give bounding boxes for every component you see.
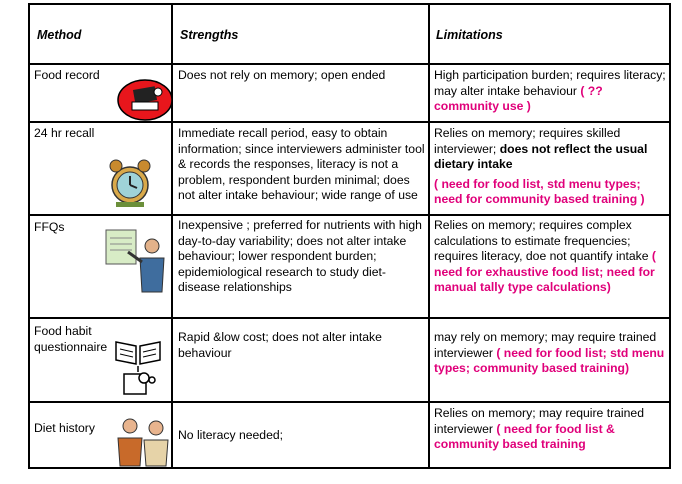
- limitations-food-record-note: ( ?? community use ): [434, 83, 603, 114]
- limitations-ffqs-text: Relies on memory; requires complex calculations to estimate frequencies; requires literacy, doe not quantify intake: [434, 218, 649, 264]
- limitations-food-habit-text: may rely on memory; may require trained interviewer: [434, 330, 657, 360]
- header-limitations: Limitations: [436, 28, 503, 42]
- clock-clipart-icon: [104, 158, 156, 208]
- limitations-food-habit-questionnaire: [434, 330, 666, 377]
- limitations-food-habit-note: ( need for food list; std menu types; community based training): [434, 345, 665, 376]
- row-divider-2: [28, 214, 671, 216]
- food-record-clipart-icon: [116, 76, 174, 122]
- limitations-ffqs: [434, 218, 666, 296]
- method-diet-history: Diet history: [34, 421, 95, 435]
- limitations-diet-history: [434, 406, 666, 453]
- book-clipart-icon: [114, 338, 162, 398]
- method-24hr-recall: 24 hr recall: [34, 126, 95, 140]
- limitations-24hr-recall: [434, 126, 666, 208]
- table-border-left: [28, 3, 30, 469]
- header-method: Method: [37, 28, 82, 42]
- people-clipart-icon: [112, 412, 172, 468]
- limitations-24hr-recall-text: Relies on memory; requires skilled interviewer;: [434, 126, 621, 156]
- strengths-diet-history: No literacy needed;: [178, 428, 284, 442]
- row-divider-4: [28, 401, 671, 403]
- column-divider-2: [428, 3, 430, 469]
- row-divider-3: [28, 317, 671, 319]
- limitations-food-record-text: High participation burden; requires literacy; may alter intake behaviour: [434, 68, 666, 98]
- limitations-ffqs-note: ( need for exhaustive food list; need for manual tally type calculations): [434, 249, 656, 295]
- method-food-habit-questionnaire: Food habit questionnaire: [34, 324, 108, 354]
- presenter-clipart-icon: [104, 226, 172, 298]
- limitations-food-record: [434, 68, 666, 115]
- strengths-ffqs: Inexpensive ; preferred for nutrients with high day-to-day variability; does not alter intake behaviour; lower respondent burden; epidemiological research to study diet-disease relationships: [178, 218, 422, 295]
- limitations-24hr-recall-note: ( need for food list, std menu types; need for community based training ): [434, 176, 645, 207]
- limitations-diet-history-text: Relies on memory; may require trained interviewer: [434, 406, 644, 436]
- row-divider-header: [28, 63, 671, 65]
- header-strengths: Strengths: [180, 28, 239, 42]
- limitations-24hr-recall-bold: does not reflect the usual dietary intake: [434, 141, 648, 172]
- method-ffqs: FFQs: [34, 220, 65, 234]
- table-border-right: [669, 3, 671, 469]
- table-border-top: [28, 3, 671, 5]
- strengths-food-record: Does not rely on memory; open ended: [178, 68, 386, 82]
- strengths-24hr-recall: Immediate recall period, easy to obtain information; since interviewers administer tool & records the responses, literacy is not a problem, respondent burden minimal; does not alter intake behaviour; wide range of use: [178, 126, 425, 203]
- limitations-diet-history-note: ( need for food list & community based training: [434, 421, 615, 452]
- method-food-record: Food record: [34, 68, 100, 82]
- strengths-food-habit-questionnaire: Rapid &low cost; does not alter intake behaviour: [178, 330, 382, 360]
